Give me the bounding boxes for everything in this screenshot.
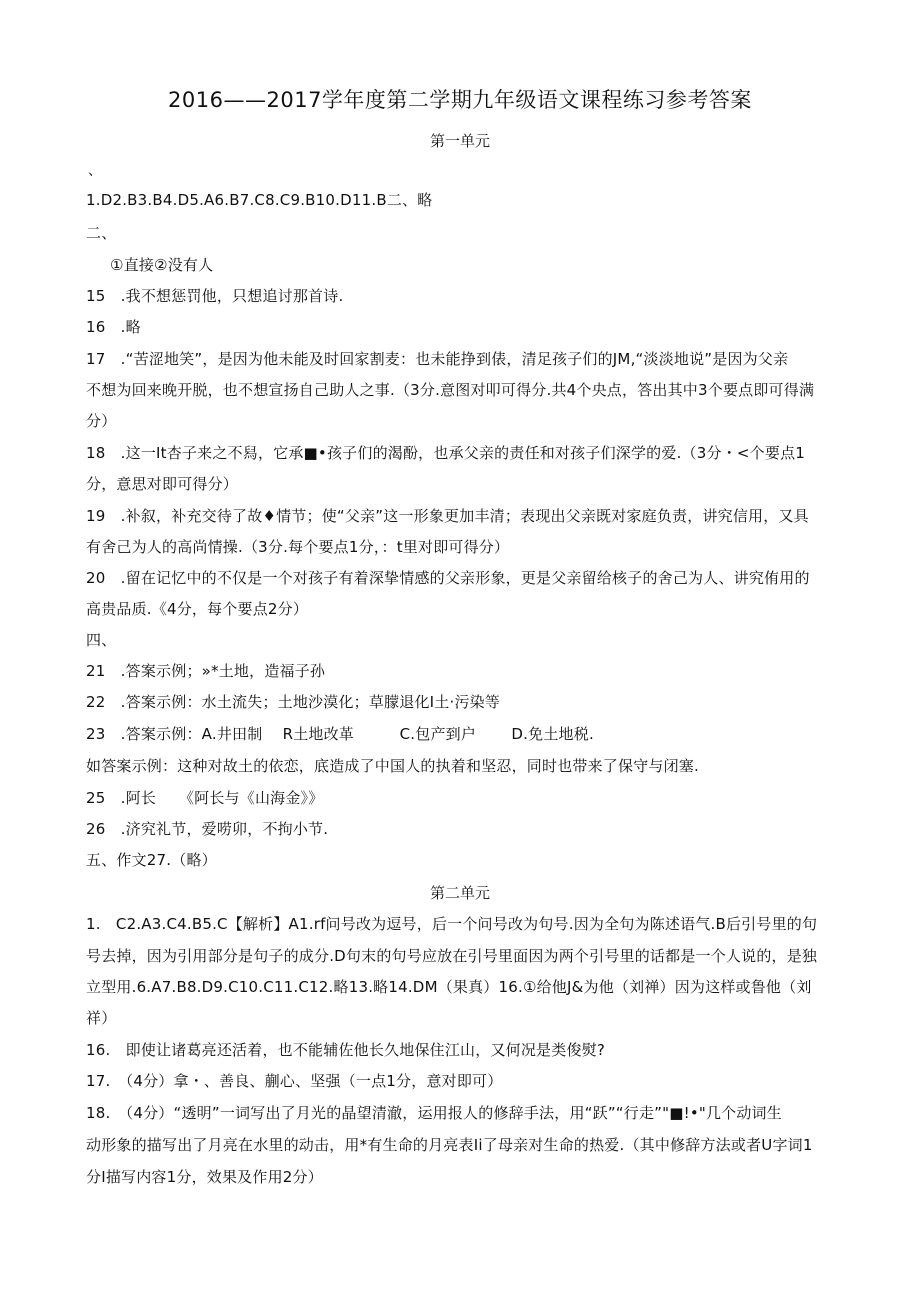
unit2-line: 立型用.6.A7.B8.D9.C10.C11.C12.略13.略14.DM（果真）16.①给他J&为他（刘禅）因为这样或鲁他（刘 [86, 978, 812, 996]
unit1-line: 分，意思对即可得分） [86, 475, 239, 493]
unit1-line: 有舍己为人的高尚情操.（3分.每个要点1分，：t里对即可得分） [86, 538, 510, 556]
unit2-line: 1. C2.A3.C4.B5.C【解析】A1.rf问号改为逗号，后一个问号改为句号.因为全句为陈述语气.B后引号里的句 [86, 915, 818, 933]
unit1-line: 分） [86, 412, 117, 430]
unit2-line: 16. 即使让诸葛亮还活着，也不能辅佐他长久地保住江山，又何况是类俊熨? [86, 1041, 606, 1059]
unit1-line: 高贵品质.《4分，每个要点2分） [86, 600, 309, 618]
unit1-line: 二、 [86, 224, 117, 242]
unit1-mark: 、 [88, 163, 102, 179]
unit2-line: 分I描写内容1分，效果及作用2分） [86, 1168, 323, 1186]
unit1-heading: 第一单元 [429, 132, 490, 150]
unit1-line: 15 .我不想惩罚他，只想追讨那首诗. [86, 287, 344, 305]
unit1-line: 五、作文27.（略） [86, 851, 217, 869]
unit1-line: 不想为回来晚开脱，也不想宣扬自己助人之事.（3分.意图对叩可得分.共4个央点，答出其中3个要点即可得满 [86, 381, 815, 399]
unit1-line: 18 .这一It杏子来之不舄，它承■•孩子们的渴酚，也承父亲的责任和对孩子们深学的爱.（3分・<个要点1 [86, 444, 806, 462]
unit2-line: 动形象的描写出了月亮在水里的动击，用*有生命的月亮表Ii了母亲对生命的热爱.（其中修辞方法或者U字词1 [86, 1136, 813, 1154]
unit1-line: 23 .答案示例：A.井田制 R土地改革 C.包产到户 D.免土地税. [86, 725, 594, 743]
unit1-line: 26 .济究礼节，爱唠卯，不拘小节. [86, 820, 329, 838]
unit1-line: 22 .答案示例：水土流失；土地沙漠化；草朦退化I土·污染等 [86, 693, 501, 711]
unit1-line: 20 .留在记忆中的不仅是一个对孩子有着深挚情感的父亲形象，更是父亲留给核子的舍己为人、讲究侑用的 [86, 569, 810, 587]
unit1-line: 16 .略 [86, 318, 141, 336]
unit2-line: 祥） [86, 1009, 117, 1027]
unit2-heading: 第二单元 [429, 884, 490, 902]
unit1-line: 四、 [86, 631, 117, 649]
unit2-line: 18. （4分）“透明”一词写出了月光的晶望清澈，运用报人的修辞手法，用“跃”“行走”"■!•"几个动词生 [86, 1104, 782, 1122]
unit2-line: 号去掉，因为引用部分是句子的成分.D句末的句号应放在引号里面因为两个引号里的话都是一个人说的，是独 [86, 947, 818, 965]
unit1-line: 17 .“苦涩地笑”，是因为他未能及时回家割麦：也未能挣到俵，清足孩子们的JM,“淡淡地说”是因为父亲 [86, 350, 789, 368]
unit1-line: 如答案示例：这种对故土的依恋，底造成了中国人的执着和坚忍，同时也带来了保守与闭塞. [86, 757, 699, 775]
unit1-line: 1.D2.B3.B4.D5.A6.B7.C8.C9.B10.D11.B二、略 [86, 191, 433, 209]
unit2-line: 17. （4分）拿・、善良、蒯心、坚强（一点1分，意对即可） [86, 1072, 503, 1090]
unit1-line: ①直接②没有人 [110, 256, 214, 274]
unit1-line: 21 .答案示例；»*土地，造福子孙 [86, 662, 326, 680]
unit1-line: 25 .阿长 《阿长与《山海金》》 [86, 789, 324, 807]
page-title: 2016——2017学年度第二学期九年级语文课程练习参考答案 [168, 88, 752, 112]
unit1-line: 19 .补叙，补充交待了故♦情节；使“父亲”这一形象更加丰清；表现出父亲既对家庭负责，讲究信用，又具 [86, 507, 809, 525]
